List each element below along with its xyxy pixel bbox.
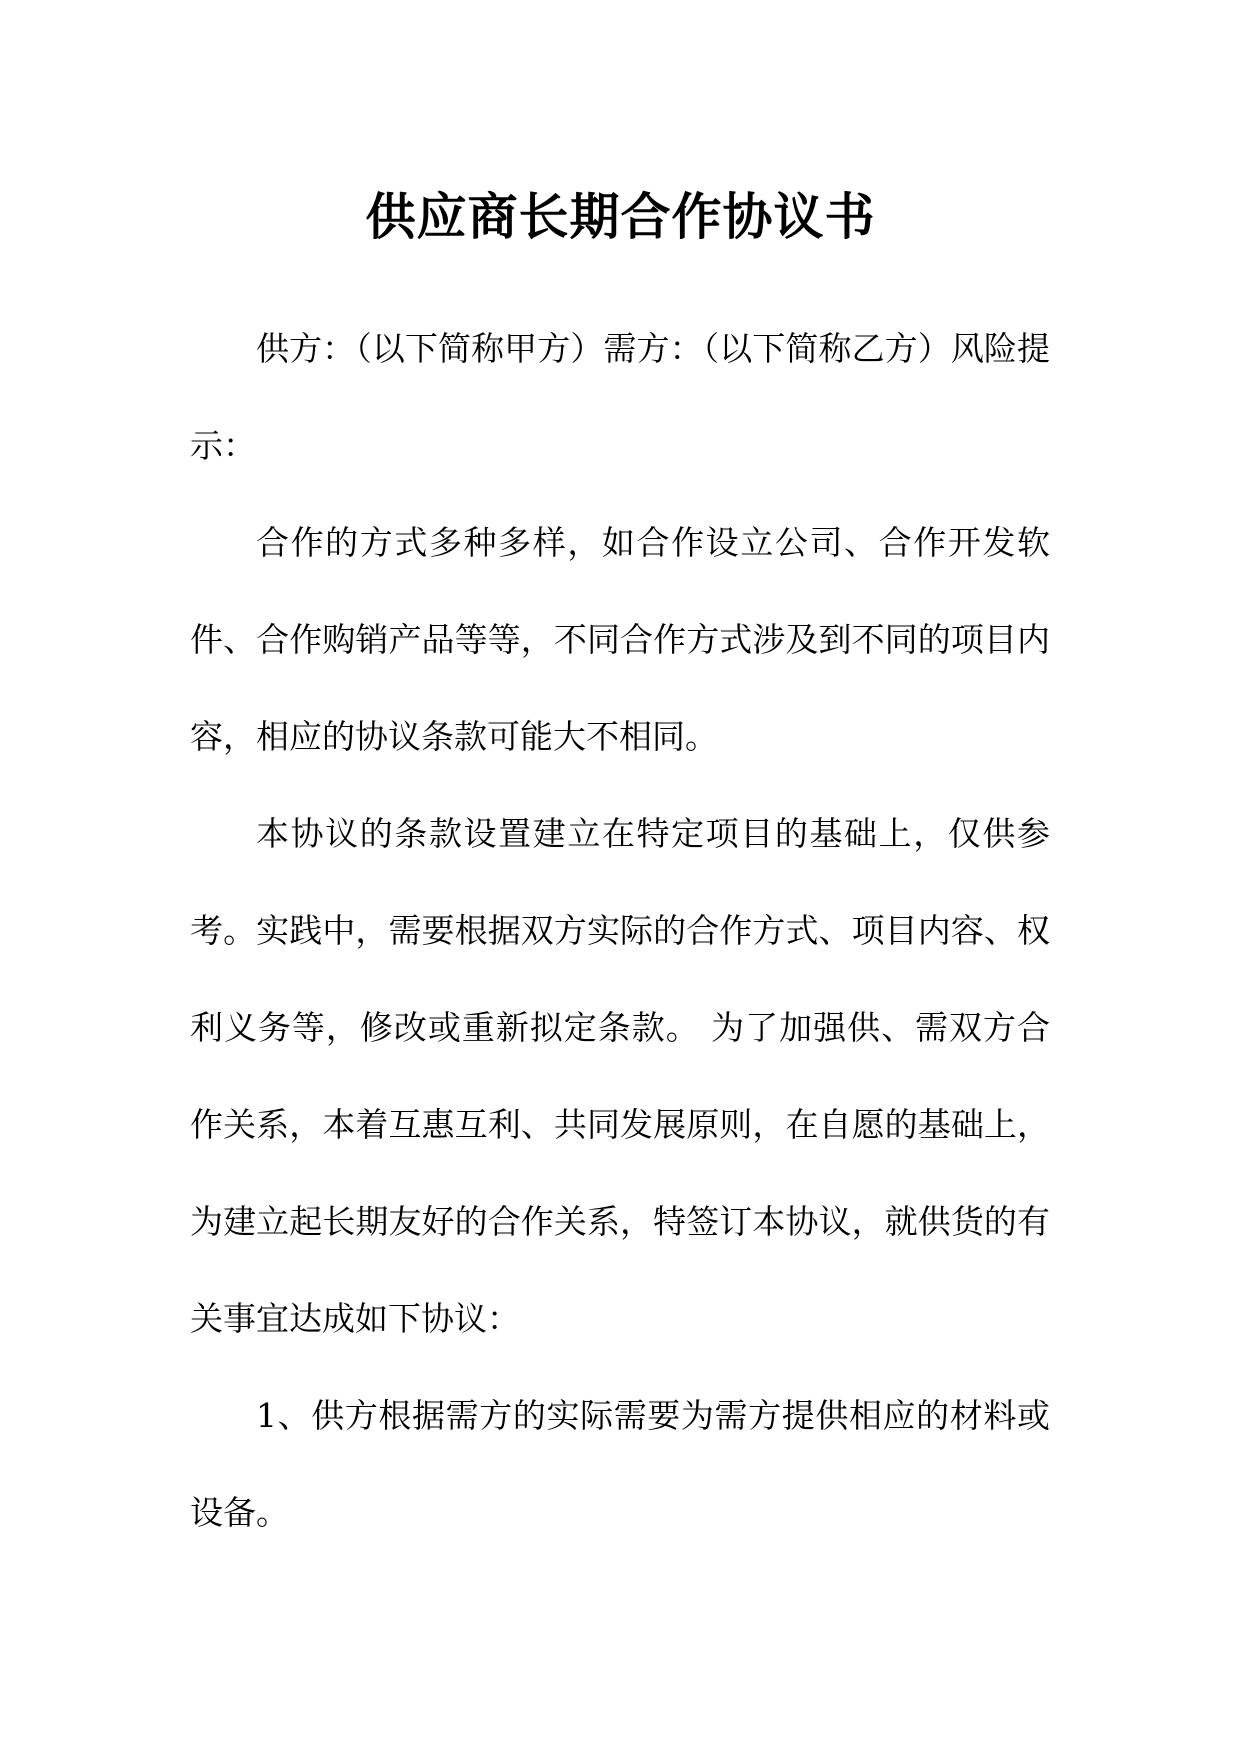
paragraph-parties: 供方：（以下简称甲方）需方：（以下简称乙方）风险提示： [190,329,1050,465]
document-title: 供应商长期合作协议书 [365,186,876,246]
paragraph-agreement-basis: 本协议的条款设置建立在特定项目的基础上，仅供参考。实践中，需要根据双方实际的合作方式、项目内容、权利义务等，修改或重新拟定条款。 为了加强供、需双方合作关系，本着互惠互利、共同发展原则，在自愿的基础上，为建立起长期友好的合作关系，特签订本协议，就供货的有关事宜达成如下协议： [190,814,1050,1338]
paragraph-cooperation-methods: 合作的方式多种多样，如合作设立公司、合作开发软件、合作购销产品等等，不同合作方式涉及到不同的项目内容，相应的协议条款可能大不相同。 [190,523,1050,756]
paragraph-clause-1: 1、供方根据需方的实际需要为需方提供相应的材料或设备。 [190,1396,1050,1532]
document-body [190,300,1050,1561]
